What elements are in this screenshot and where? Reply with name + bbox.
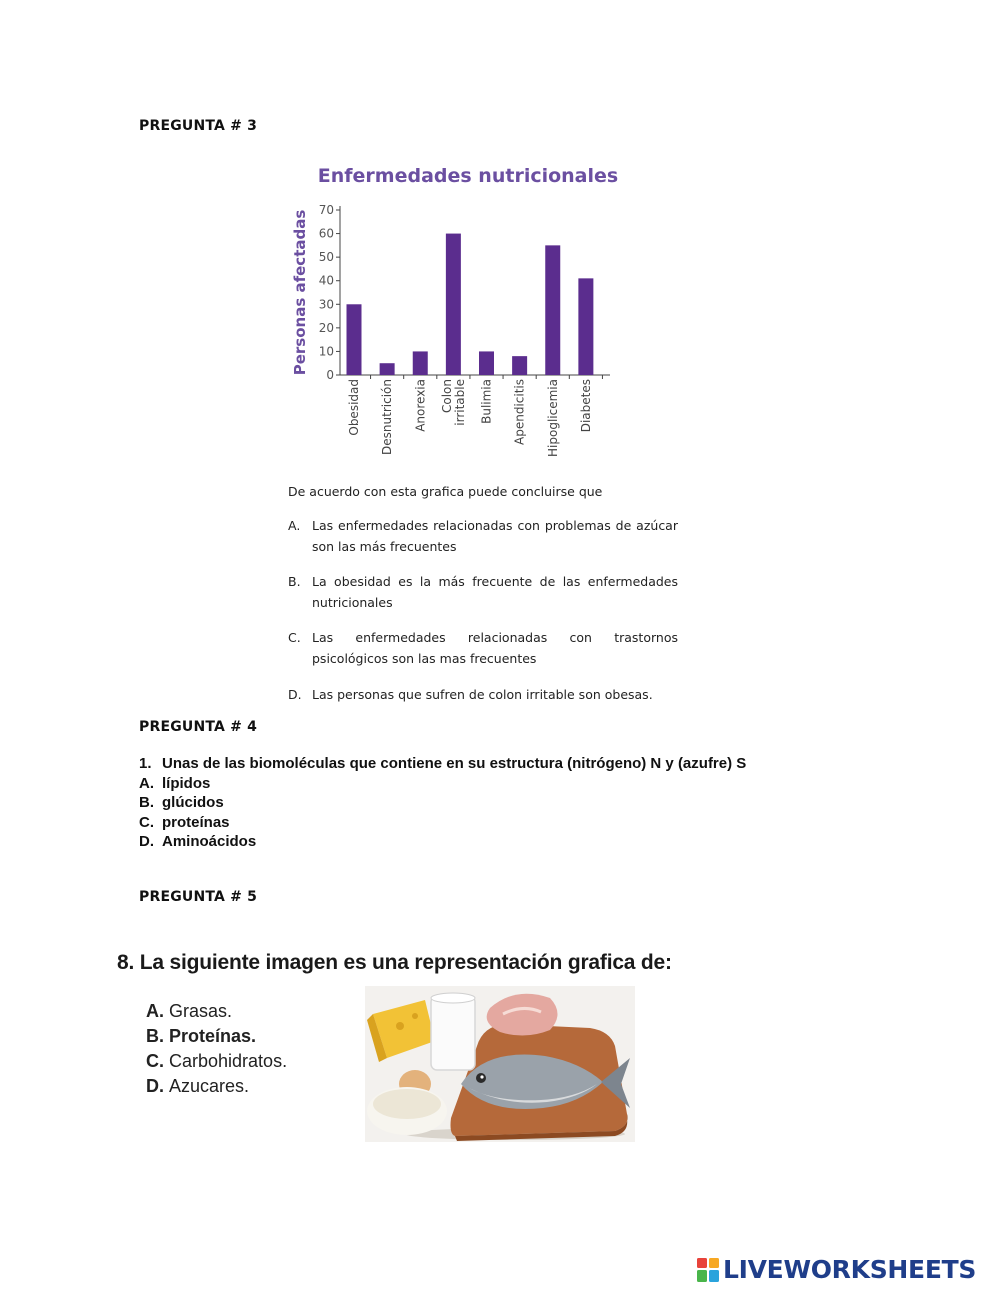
protein-foods-photo: [365, 986, 635, 1142]
option-label: A.: [139, 775, 154, 792]
option-text: glúcidos: [162, 794, 224, 811]
option-label: D.: [146, 1076, 164, 1096]
option-text: Las personas que sufren de colon irritable son obesas.: [312, 687, 653, 702]
y-tick-label: 10: [318, 344, 334, 359]
option-label: C.: [288, 630, 301, 645]
option-text: Proteínas.: [169, 1026, 257, 1046]
option-label: A.: [146, 1001, 164, 1021]
x-tick-label: Colon: [439, 379, 454, 414]
stem-number: 1.: [139, 755, 152, 772]
question-3-prompt: De acuerdo con esta grafica puede concluirse que: [288, 484, 603, 499]
question-4-option-d[interactable]: [139, 833, 256, 850]
logo-text: LIVEWORKSHEETS: [723, 1255, 977, 1284]
question-3-option-b[interactable]: [288, 571, 678, 613]
x-tick-label: Obesidad: [347, 379, 361, 436]
question-4-stem: [139, 755, 746, 772]
y-axis-label: Personas afectadas: [291, 209, 309, 376]
cheese-hole: [396, 1022, 404, 1030]
y-tick-label: 60: [318, 226, 334, 241]
x-tick-label: irritable: [452, 379, 467, 426]
bar: [380, 363, 395, 375]
y-tick-label: 70: [318, 203, 334, 217]
cheese-hole: [412, 1013, 418, 1019]
bar-chart: [285, 160, 625, 480]
y-tick-label: 20: [318, 320, 334, 335]
milk-glass-top: [431, 993, 475, 1003]
question-5-stem: 8. La siguiente imagen es una representación grafica de:: [117, 951, 672, 974]
option-label: C.: [146, 1051, 164, 1071]
y-tick-label: 40: [318, 273, 334, 288]
option-label: B.: [146, 1026, 164, 1046]
liveworksheets-logo: [697, 1255, 976, 1284]
x-tick-label: Desnutrición: [380, 379, 395, 455]
x-tick-label: Hipoglicemia: [545, 379, 560, 457]
question-5-option-d[interactable]: [146, 1076, 249, 1097]
question-4-option-a[interactable]: [139, 775, 210, 792]
logo-mark-icon: [697, 1258, 719, 1282]
bar: [512, 356, 527, 375]
question-3-option-d[interactable]: [288, 684, 678, 705]
option-text: La obesidad es la más frecuente de las enfermedades nutricionales: [312, 574, 678, 610]
x-tick-label: Diabetes: [578, 379, 593, 433]
question-4-option-c[interactable]: [139, 814, 230, 831]
x-tick-label: Anorexia: [413, 379, 428, 432]
x-tick-label: Apendicitis: [512, 379, 527, 445]
bar: [545, 245, 560, 375]
option-text: Las enfermedades relacionadas con problemas de azúcar son las más frecuentes: [312, 518, 678, 554]
question-5-heading: PREGUNTA # 5: [139, 889, 258, 905]
question-5-option-a[interactable]: [146, 1001, 232, 1022]
question-5-option-c[interactable]: [146, 1051, 287, 1072]
question-4-option-b[interactable]: [139, 794, 224, 811]
option-text: Carbohidratos.: [169, 1051, 288, 1071]
option-label: D.: [288, 687, 302, 702]
option-text: Grasas.: [169, 1001, 233, 1021]
bar: [446, 234, 461, 375]
bar: [578, 278, 593, 375]
question-3-option-c[interactable]: [288, 627, 678, 669]
option-text: Aminoácidos: [162, 833, 257, 850]
question-3-option-a[interactable]: [288, 515, 678, 557]
bar: [479, 351, 494, 375]
fish-eye-highlight: [480, 1075, 483, 1078]
milk-glass: [431, 996, 475, 1070]
question-5-option-b[interactable]: [146, 1026, 256, 1047]
chart-title: Enfermedades nutricionales: [317, 165, 619, 187]
option-text: proteínas: [162, 814, 230, 831]
question-4-heading: PREGUNTA # 4: [139, 719, 258, 735]
option-text: Azucares.: [169, 1076, 250, 1096]
option-label: B.: [139, 794, 154, 811]
bar: [413, 351, 428, 375]
cottage-cheese: [373, 1089, 441, 1119]
y-tick-label: 0: [326, 368, 334, 382]
x-tick-label: Bulimia: [479, 379, 494, 424]
question-3-heading: PREGUNTA # 3: [139, 118, 258, 134]
option-text: lípidos: [162, 775, 211, 792]
stem-text: Unas de las biomoléculas que contiene en su estructura (nitrógeno) N y (azufre) S: [162, 755, 747, 772]
option-label: B.: [288, 574, 301, 589]
option-label: C.: [139, 814, 154, 831]
option-label: A.: [288, 518, 301, 533]
bar: [347, 304, 362, 375]
y-tick-label: 30: [318, 297, 334, 312]
option-text: Las enfermedades relacionadas con trastornos psicológicos son las mas frecuentes: [312, 630, 678, 666]
option-label: D.: [139, 833, 154, 850]
y-tick-label: 50: [318, 250, 334, 265]
